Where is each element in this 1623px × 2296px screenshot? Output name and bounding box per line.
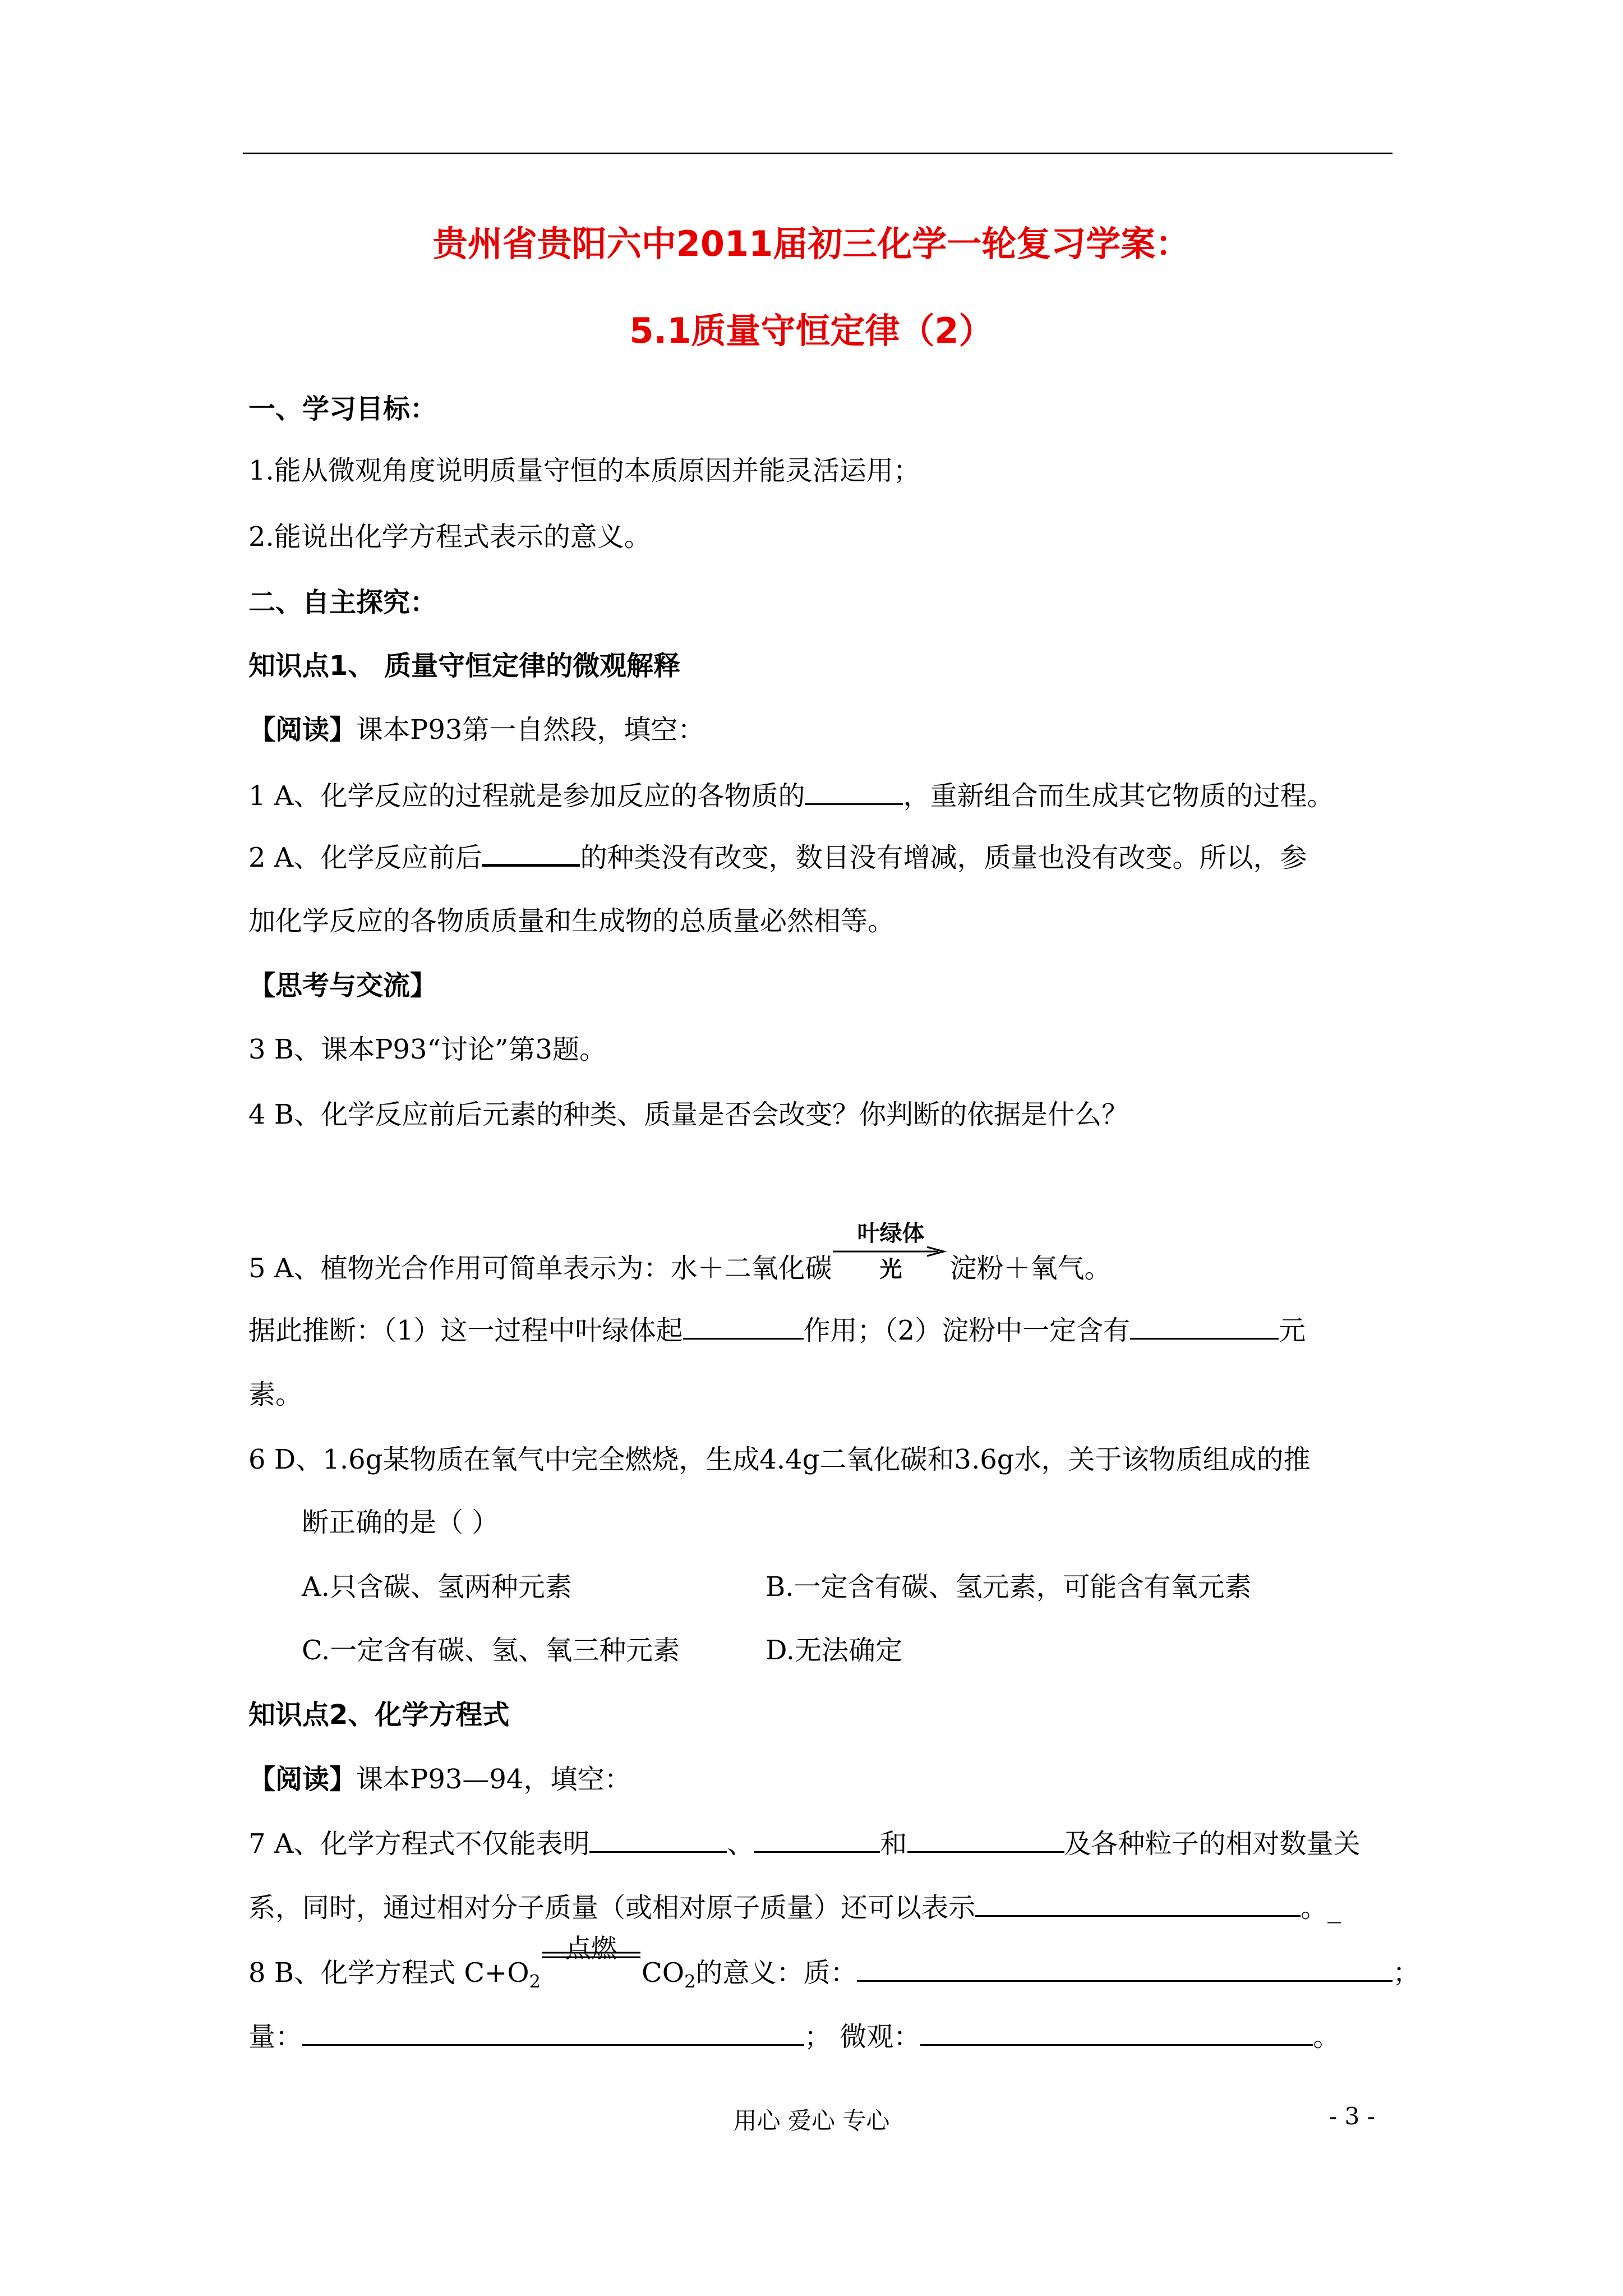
q7-blank-4[interactable] [975,1890,1301,1917]
header-rule [243,153,1393,154]
question-5-inference-end: 素。 [248,1379,303,1410]
question-5-inference [248,1309,1306,1347]
q5-blank-1[interactable] [683,1313,804,1340]
q5-text-c2: 作用；（2）淀粉中一定含有 [803,1315,1131,1346]
knowledge-point-1-heading: 知识点1、 质量守恒定律的微观解释 [248,650,681,682]
q8-text-f: ； 微观： [804,2021,921,2053]
option-b[interactable]: B.一定含有碳、氢元素，可能含有氧元素 [766,1571,1252,1603]
option-a[interactable]: A.只含碳、氢两种元素 [302,1571,572,1603]
read-instruction-2 [248,1757,631,1796]
question-2-continued: 加化学反应的各物质质量和生成物的总质量必然相等。 [248,905,895,937]
goal-1: 1.能从微观角度说明质量守恒的本质原因并能灵活运用； [248,455,920,486]
double-line-icon [541,1950,642,1962]
q8-blank-micro[interactable] [920,2019,1313,2046]
arrow-condition-bottom: 光 [879,1257,902,1282]
doc-title-line2: 5.1质量守恒定律（2） [629,310,994,351]
q7-blank-3[interactable] [907,1826,1064,1853]
option-d[interactable]: D.无法确定 [766,1635,903,1666]
q8-subscript-co2: 2 [684,1971,696,1993]
q8-text-c: 的意义：质： [695,1957,857,1989]
q8-text-g: 。 [1313,2021,1340,2053]
doc-title-line1: 贵州省贵阳六中2011届初三化学一轮复习学案： [432,223,1191,264]
q5-text-c3: 元 [1279,1315,1306,1346]
read-text: 课本P93第一自然段，填空： [356,714,705,746]
q8-text-a: 8 B、化学方程式 C+O [248,1957,529,1989]
q7-text-c: 和 [880,1828,907,1860]
q5-text-a: 5 A、植物光合作用可简单表示为：水＋二氧化碳 [248,1253,832,1284]
reaction-equals [541,1933,642,1982]
q8-text-e: 量： [248,2021,303,2053]
question-2 [248,836,1307,875]
read-label-2: 【阅读】 [248,1764,357,1795]
knowledge-point-2-heading: 知识点2、化学方程式 [248,1699,510,1731]
q5-blank-2[interactable] [1130,1313,1279,1340]
q7-text-a: 7 A、化学方程式不仅能表明 [248,1828,590,1860]
question-3: 3 B、课本P93“讨论”第3题。 [248,1034,607,1065]
footer-motto: 用心 爱心 专心 [733,2107,890,2134]
read-text-2: 课本P93—94，填空： [356,1764,631,1795]
read-label: 【阅读】 [248,714,357,746]
question-5 [248,1221,1112,1285]
q8-subscript-o2: 2 [529,1971,541,1993]
question-8-continued [248,2015,1340,2054]
q2-text-b: 的种类没有改变，数目没有增减，质量也没有改变。所以，参 [580,842,1307,873]
question-4: 4 B、化学反应前后元素的种类、质量是否会改变？你判断的依据是什么？ [248,1099,1129,1130]
reaction-arrow [832,1221,949,1282]
equals-condition-top: 点燃 [565,1933,617,1963]
q8-blank-quality[interactable] [857,1955,1393,1982]
section1-heading: 一、学习目标： [248,393,437,425]
q7-text-f: 。_ [1301,1892,1341,1924]
q1-text-a: 1 A、化学反应的过程就是参加反应的各物质的 [248,780,805,812]
section2-heading: 二、自主探究： [248,587,437,618]
page-number: - 3 - [1329,2102,1375,2130]
question-7 [248,1822,1361,1861]
question-6-stem: 断正确的是（ ） [302,1507,499,1538]
q7-blank-1[interactable] [589,1826,727,1853]
question-7-continued [248,1886,1341,1925]
question-8 [248,1933,1420,1993]
arrow-condition-top: 叶绿体 [857,1221,925,1246]
q7-text-d: 及各种粒子的相对数量关 [1064,1828,1361,1860]
q8-text-d: ； [1393,1957,1420,1989]
question-6: 6 D、1.6g某物质在氧气中完全燃烧，生成4.4g二氧化碳和3.6g水，关于该物质组成的推 [248,1444,1311,1475]
q8-text-b: CO [642,1957,685,1989]
option-c[interactable]: C.一定含有碳、氢、氧三种元素 [302,1635,680,1666]
q2-blank[interactable] [482,839,580,867]
question-1 [248,774,1334,813]
think-discuss-heading: 【思考与交流】 [248,970,437,1001]
goal-2: 2.能说出化学方程式表示的意义。 [248,521,651,553]
read-instruction-1 [248,708,704,747]
q5-text-c1: 据此推断：（1）这一过程中叶绿体起 [248,1315,683,1346]
q1-blank[interactable] [805,779,903,805]
q8-blank-quantity[interactable] [302,2019,804,2046]
q2-text-a: 2 A、化学反应前后 [248,842,482,873]
q5-text-b: 淀粉＋氧气。 [949,1253,1112,1284]
q7-blank-2[interactable] [754,1826,880,1853]
q7-text-b: 、 [727,1828,754,1860]
q7-text-e: 系，同时，通过相对分子质量（或相对原子质量）还可以表示 [248,1892,976,1924]
q1-text-b: ，重新组合而生成其它物质的过程。 [903,780,1334,812]
